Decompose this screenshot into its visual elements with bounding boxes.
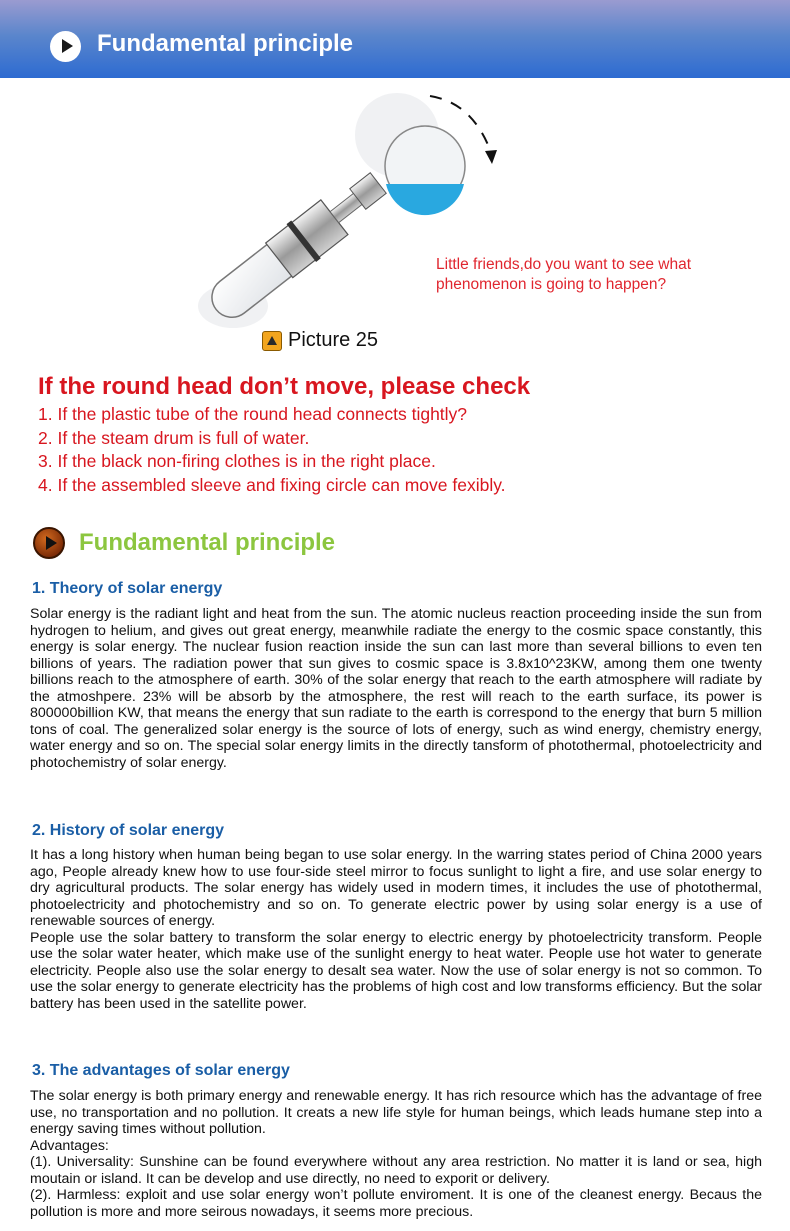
picture-icon xyxy=(262,331,282,351)
history-paragraph-1: It has a long history when human being began to use solar energy. In the warring states period of China 2000 years ago, People already knew how to use four-side steel mirror to focus sunlight to light a fire, and use solar energy to dry agricultural products. The solar energy has widely used in modern times, it includes the use of photothermal, photoelectricity and photochemistry and so on. To generate electric power by using solar energy is a use of renewable sources of energy. xyxy=(30,847,762,929)
theory-text xyxy=(30,606,762,771)
picture-label-text: Picture 25 xyxy=(288,329,379,351)
figure-caption xyxy=(436,255,691,295)
history-heading: 2. History of solar energy xyxy=(32,822,225,839)
history-text xyxy=(30,847,762,1012)
advantages-label: Advantages: xyxy=(30,1137,109,1154)
check-item: 3. If the black non-firing clothes is in the right place. xyxy=(38,451,436,471)
caption-line: Little friends,do you want to see what xyxy=(436,256,692,273)
play-icon xyxy=(50,31,81,62)
advantages-item-1: (1). Universality: Sunshine can be found everywhere without any area restriction. No matter it is land or sea, high moutain or island. It can be develop and use directly, no need to exporit or delivery. xyxy=(30,1154,762,1187)
steam-tube-illustration xyxy=(175,88,515,338)
advantages-text xyxy=(30,1088,762,1220)
banner-title: Fundamental principle xyxy=(97,30,354,57)
check-item: 4. If the assembled sleeve and fixing circle can move fexibly. xyxy=(38,474,506,495)
section-header xyxy=(33,527,335,559)
play-icon xyxy=(33,527,65,559)
check-item: 2. If the steam drum is full of water. xyxy=(38,427,310,448)
check-item: 1. If the plastic tube of the round head connects tightly? xyxy=(38,404,468,424)
theory-paragraph: Solar energy is the radiant light and heat from the sun. The atomic nucleus reaction proceeding inside the sun from hydrogen to helium, and gives out great energy, meanwhile radiate the energy to the cosmic space constantly, this energy is solar energy. The nuclear fusion reaction inside the sun can last more than several billions to even ten billions of years. The radiation power that sun gives to cosmic space is 3.8x10^23KW, among them one twenty billions reach to the atmosphere of earth. 30% of the solar energy that reach to the earth atmosphere will radiate by the atmoshpere. 23% will be absorb by the atmosphere, the rest will reach to the earth surface, its power is 800000billion KW, that means the energy that sun radiate to the earth is correspond to the energy that burn 5 million tons of coal. The generalized solar energy is the source of lots of energy, such as wind energy, chemistry energy, water energy and so on. The special solar energy limits in the directly tansform of photothermal, photoelectricity and photochemistry of solar energy. xyxy=(30,606,762,771)
section-title: Fundamental principle xyxy=(79,529,336,556)
header-banner xyxy=(0,0,790,78)
check-list xyxy=(38,403,506,497)
water-fill xyxy=(386,184,464,215)
history-paragraph-2: People use the solar battery to transform the solar energy to electric energy by photoelectricity transform. People use the solar water heater, which make use of the sunlight energy to heat water. People use hot water to generate electricity. People also use the solar energy to desalt sea water. Now the use of solar energy is not so common. To use the solar energy to generate electricity has the problems of high cost and low transforms efficiency. But the solar battery has been used in the satellite power. xyxy=(30,929,762,1012)
check-title: If the round head don’t move, please check xyxy=(38,373,531,400)
advantages-item-2: (2). Harmless: exploit and use solar energy won’t pollute enviroment. It is one of the cleanest energy. Becaus the pollution is more and more seirous nowadays, it seems more precious. xyxy=(30,1187,762,1220)
advantages-paragraph: The solar energy is both primary energy and renewable energy. It has rich resource which has the advantage of free use, no transportation and no pollution. It creats a new life style for human beings, which leads humane step into a energy saving times without pollution. xyxy=(30,1088,762,1137)
arrow-head xyxy=(485,150,497,164)
theory-heading: 1. Theory of solar energy xyxy=(32,580,223,597)
picture-label xyxy=(262,329,378,352)
advantages-heading: 3. The advantages of solar energy xyxy=(32,1062,290,1079)
caption-line: phenomenon is going to happen? xyxy=(436,276,667,293)
